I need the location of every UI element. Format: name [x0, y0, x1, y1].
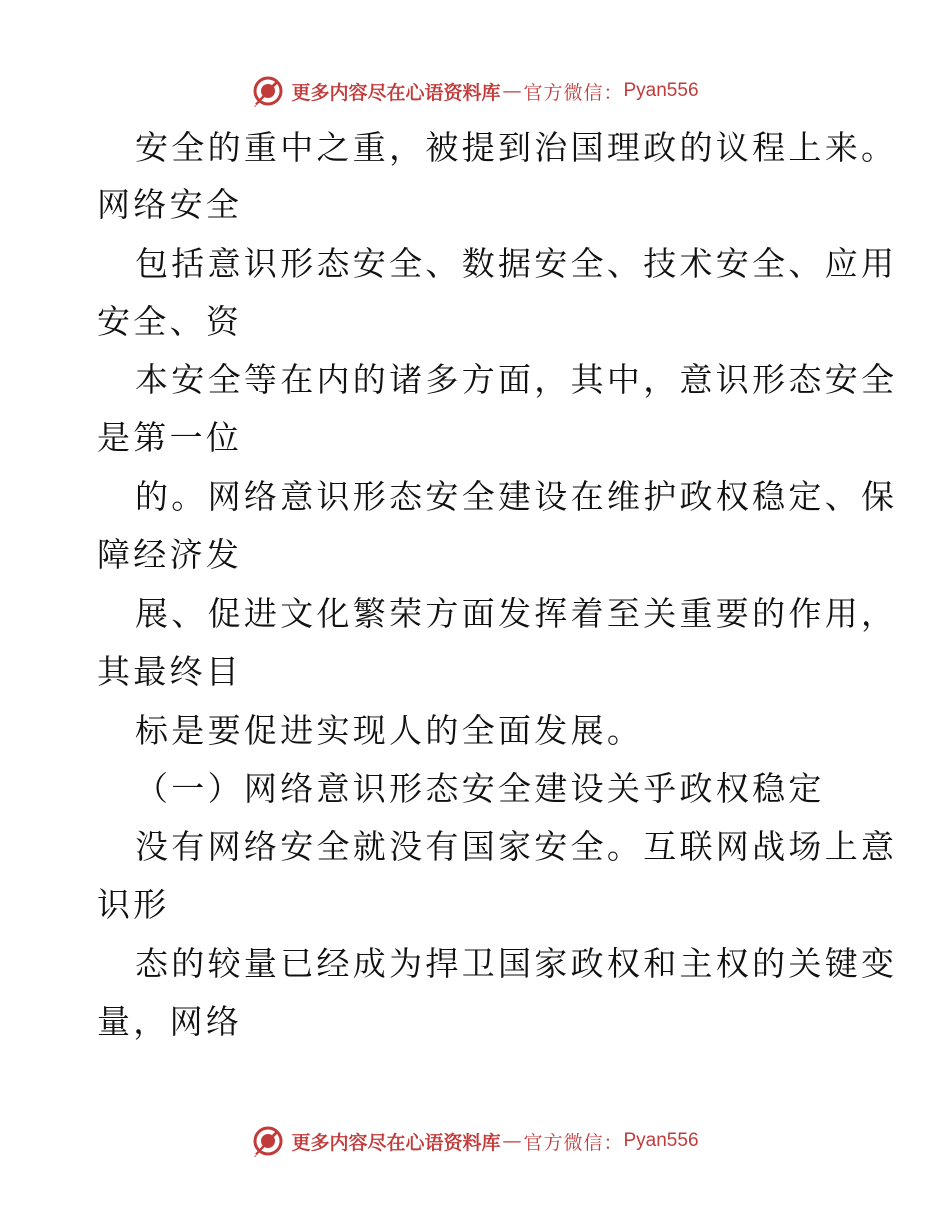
banner-dash: — — [502, 80, 522, 102]
body-line: 本安全等在内的诸多方面，其中，意识形态安全 — [135, 360, 898, 399]
banner-official-label: 官方微信： — [523, 1131, 624, 1154]
banner-dash: — — [502, 1130, 522, 1152]
quill-pen-logo-icon — [251, 1124, 285, 1158]
banner-wechat-id: Pyan556 — [623, 80, 699, 101]
banner-site-text: 更多内容尽在心语资料库 — [291, 81, 501, 104]
body-line: 其最终目 — [97, 652, 243, 691]
body-line: 标是要促进实现人的全面发展。 — [135, 711, 644, 750]
body-line: 展、促进文化繁荣方面发挥着至关重要的作用， — [135, 594, 898, 633]
body-line: 识形 — [97, 885, 170, 924]
body-line: 安全、资 — [97, 302, 243, 341]
body-line: 态的较量已经成为捍卫国家政权和主权的关键变 — [135, 944, 898, 983]
body-line: 是第一位 — [97, 418, 243, 457]
quill-pen-logo-icon — [251, 74, 285, 108]
body-line: 量，网络 — [97, 1002, 243, 1041]
body-line: 安全的重中之重，被提到治国理政的议程上来。 — [135, 128, 898, 167]
header-banner — [0, 71, 950, 111]
body-line: 障经济发 — [97, 535, 243, 574]
body-line: 包括意识形态安全、数据安全、技术安全、应用 — [135, 244, 898, 283]
banner-site-text: 更多内容尽在心语资料库 — [291, 1131, 501, 1154]
body-line: 没有网络安全就没有国家安全。互联网战场上意 — [135, 827, 898, 866]
body-line: 的。网络意识形态安全建设在维护政权稳定、保 — [135, 477, 898, 516]
body-line: 网络安全 — [97, 185, 243, 224]
banner-official-label: 官方微信： — [523, 81, 624, 104]
footer-banner — [0, 1121, 950, 1161]
section-heading: （一）网络意识形态安全建设关乎政权稳定 — [135, 769, 825, 808]
banner-wechat-id: Pyan556 — [623, 1130, 699, 1151]
